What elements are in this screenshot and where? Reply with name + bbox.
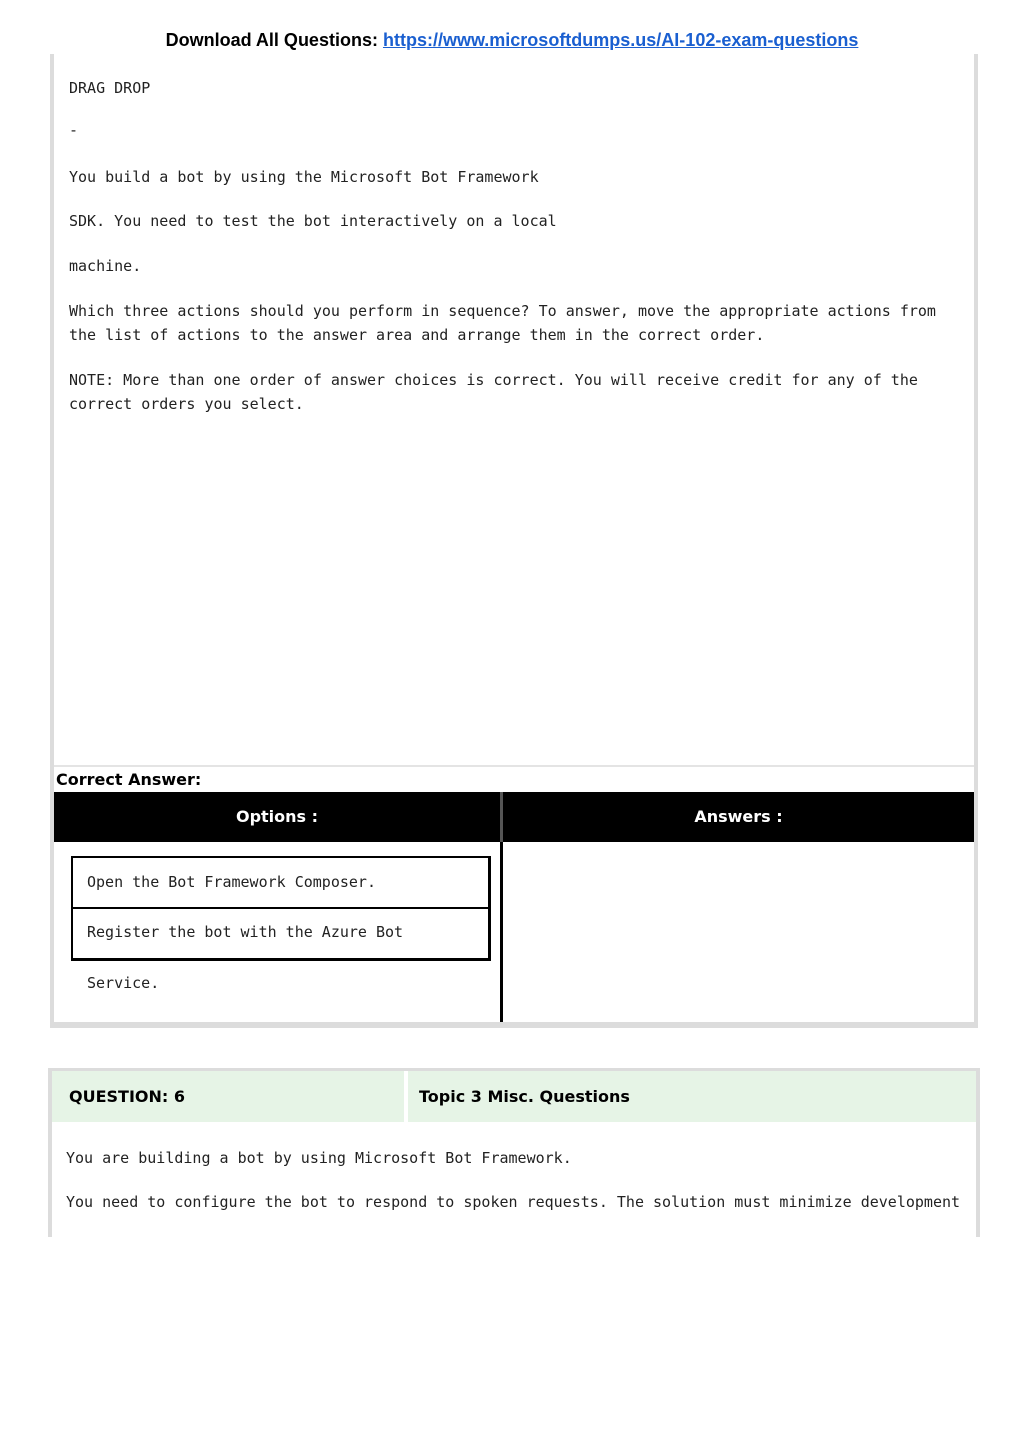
question-6-line-1: You are building a bot by using Microsoft Bot Framework. [66,1149,572,1167]
question-6-header [52,1071,976,1122]
correct-answer-label: Correct Answer: [56,770,202,789]
option-text: Register the bot with the Azure Bot [87,923,404,941]
download-prefix: Download All Questions: [165,30,378,50]
option-text: Open the Bot Framework Composer. [87,873,376,891]
question-5-panel [50,54,978,1028]
download-banner [0,30,1024,51]
question-note: NOTE: More than one order of answer choices is correct. You will receive credit for any of the correct orders you select. [69,371,918,413]
answer-table-header [54,792,974,842]
question-6-panel [48,1068,980,1237]
option-item[interactable] [73,907,488,958]
question-line-1: You build a bot by using the Microsoft Bot Framework [69,168,539,186]
option-item[interactable] [73,858,488,907]
separator-dash: - [69,121,79,139]
options-header: Options : [235,807,319,826]
question-number: QUESTION: 6 [69,1087,186,1106]
question-topic: Topic 3 Misc. Questions [419,1087,630,1106]
header-cell-separator [404,1071,408,1122]
option-continuation: Service. [87,974,160,992]
question-line-3: machine. [69,257,142,275]
question-type-label: DRAG DROP [69,79,151,97]
question-instructions: Which three actions should you perform in sequence? To answer, move the appropriate actions from the list of actions to the answer area and arrange them in the correct order. [69,302,936,344]
answers-header: Answers : [694,807,783,826]
options-list [71,856,491,961]
download-link[interactable]: https://www.microsoftdumps.us/AI-102-exam-questions [382,30,859,50]
column-separator [500,842,503,1022]
question-line-2: SDK. You need to test the bot interactively on a local [69,212,557,230]
section-divider [54,765,974,767]
question-6-line-2: You need to configure the bot to respond to spoken requests. The solution must minimize development [66,1193,961,1211]
